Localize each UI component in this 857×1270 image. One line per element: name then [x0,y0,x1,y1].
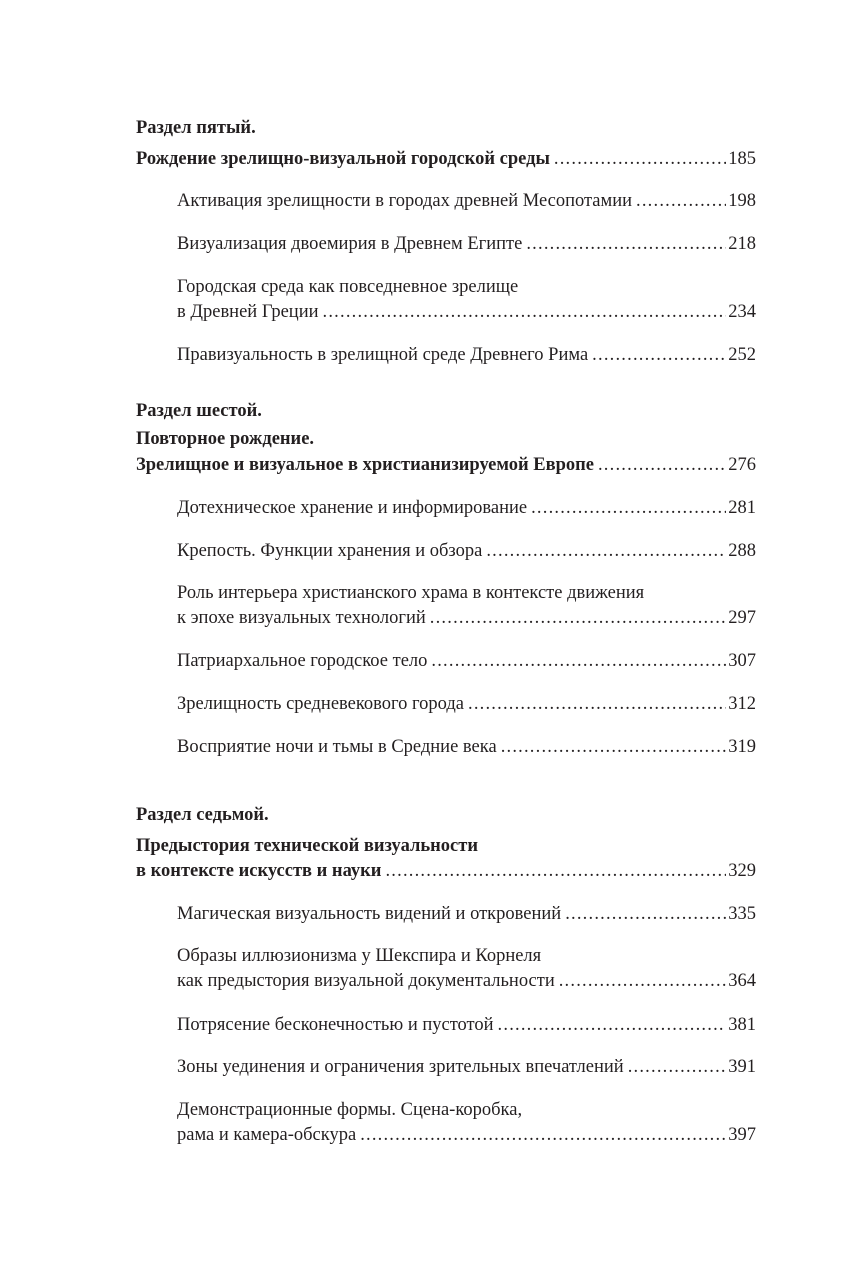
dot-leader [531,496,726,520]
toc-entry-page: 335 [728,904,756,924]
toc-entry [177,232,756,256]
toc-entry [177,606,756,630]
toc-entry [177,539,756,563]
toc-entry-page: 234 [728,302,756,322]
section-7-title-line1: Предыстория технической визуальности [136,836,479,856]
toc-entry [177,735,756,759]
dot-leader [628,1055,727,1079]
dot-leader [486,539,726,563]
section-5-page: 185 [728,149,756,169]
dot-leader [565,902,726,926]
dot-leader [431,649,726,673]
section-6-page: 276 [728,455,756,475]
toc-entry-title: рама и камера-обскура [177,1125,357,1145]
toc-entry-page: 364 [728,971,756,991]
section-6-label: Раздел шестой. [136,401,262,421]
toc-entry-page: 297 [728,608,756,628]
toc-entry [177,692,756,716]
section-5-label: Раздел пятый. [136,118,256,138]
dot-leader [592,343,726,367]
toc-entry-title: Правизуальность в зрелищной среде Древнего Рима [177,345,589,365]
dot-leader [323,300,727,324]
dot-leader [430,606,726,630]
toc-entry-page: 397 [728,1125,756,1145]
toc-entry-title: Крепость. Функции хранения и обзора [177,541,483,561]
toc-entry-title: Зрелищность средневекового города [177,694,464,714]
section-5-title: Рождение зрелищно-визуальной городской среды [136,149,550,169]
toc-entry [177,300,756,324]
toc-entry-page: 218 [728,234,756,254]
dot-leader [636,189,726,213]
toc-entry-title: Магическая визуальность видений и откровений [177,904,562,924]
toc-entry-page: 312 [728,694,756,714]
toc-entry-title: как предыстория визуальной документальности [177,971,555,991]
dot-leader [468,692,726,716]
dot-leader [554,147,726,171]
toc-entry [177,1013,756,1037]
toc-entry [177,902,756,926]
dot-leader [526,232,726,256]
toc-entry [177,1055,756,1079]
toc-entry-page: 281 [728,498,756,518]
toc-entry-title-line1: Образы иллюзионизма у Шекспира и Корнеля [177,946,542,966]
section-5-title-entry [136,147,756,171]
toc-entry [177,1123,756,1147]
section-6-title-entry [136,453,756,477]
toc-entry-page: 391 [728,1057,756,1077]
section-7-title-entry [136,859,756,883]
toc-entry-title-line1: Городская среда как повседневное зрелище [177,277,519,297]
toc-entry-page: 198 [728,191,756,211]
toc-entry [177,496,756,520]
toc-entry-page: 252 [728,345,756,365]
toc-entry [177,969,756,993]
toc-entry-title-line1: Демонстрационные формы. Сцена-коробка, [177,1100,523,1120]
dot-leader [498,1013,727,1037]
section-7-label: Раздел седьмой. [136,805,269,825]
toc-entry-title: Дотехническое хранение и информирование [177,498,528,518]
toc-entry-title-line1: Роль интерьера христианского храма в контексте движения [177,583,645,603]
toc-entry-page: 288 [728,541,756,561]
toc-entry [177,649,756,673]
section-6-title: Зрелищное и визуальное в христианизируемой Европе [136,455,594,475]
toc-entry-title: Потрясение бесконечностью и пустотой [177,1015,494,1035]
toc-entry-title: Восприятие ночи и тьмы в Средние века [177,737,497,757]
toc-entry-title: в Древней Греции [177,302,319,322]
toc-entry-page: 307 [728,651,756,671]
toc-entry-title: Визуализация двоемирия в Древнем Египте [177,234,523,254]
toc-entry-title: Зоны уединения и ограничения зрительных впечатлений [177,1057,624,1077]
toc-entry-title: Активация зрелищности в городах древней Месопотамии [177,191,633,211]
dot-leader [559,969,727,993]
section-6-title-line1: Повторное рождение. [136,429,315,449]
toc-entry-page: 319 [728,737,756,757]
toc-entry-page: 381 [728,1015,756,1035]
dot-leader [385,859,726,883]
dot-leader [360,1123,726,1147]
toc-entry-title: к эпохе визуальных технологий [177,608,426,628]
toc-entry [177,189,756,213]
toc-entry [177,343,756,367]
section-7-title: в контексте искусств и науки [136,861,382,881]
dot-leader [501,735,727,759]
dot-leader [598,453,726,477]
toc-entry-title: Патриархальное городское тело [177,651,428,671]
section-7-page: 329 [728,861,756,881]
